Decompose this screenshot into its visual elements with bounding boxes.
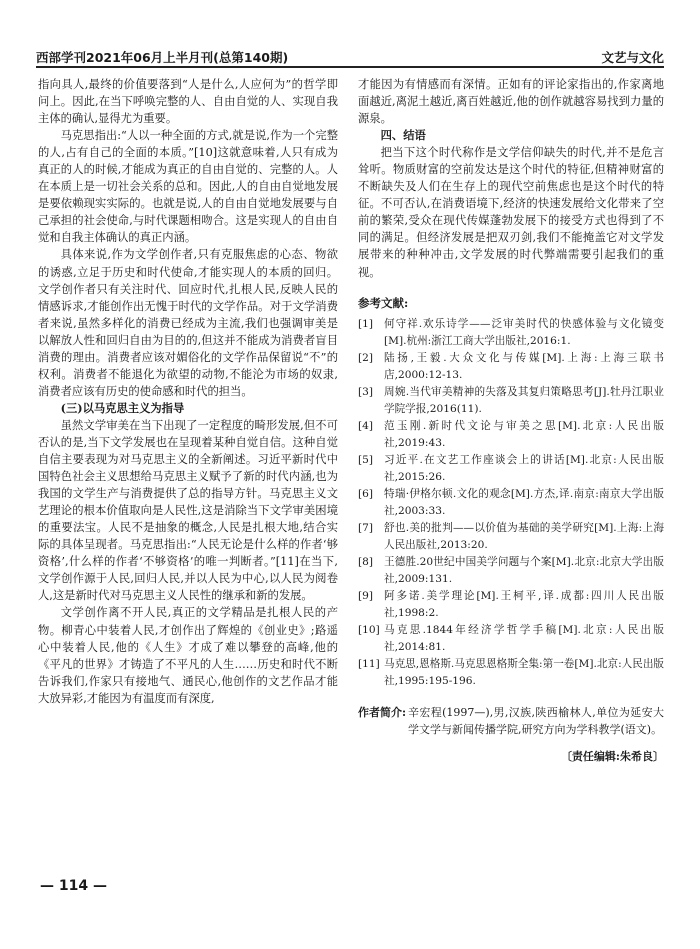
- page-header: [36, 46, 664, 68]
- reference-text: 马克思,恩格斯.马克思恩格斯全集:第一卷[M].北京:人民出版社,1995:195-196.: [384, 657, 665, 687]
- editor-credit: 〔责任编辑:朱希良〕: [560, 749, 664, 763]
- paragraph: 具体来说,作为文学创作者,只有克服焦虑的心态、物欲的诱惑,立足于历史和时代使命,才能实现人的本质的回归。文学创作者只有关注时代、回应时代,扎根人民,反映人民的情感诉求,才能创作出无愧于时代的文学作品。对于文学消费者来说,虽然多样化的消费已经成为主流,我们也强调审美是以解放人性和回归自由为目的的,但这并不能成为消费者盲目消费的理由。消费者应该对媚俗化的文学作品保留说“不”的权利。消费者不能退化为欲望的动物,不能沦为市场的奴隶,消费者应该有历史的使命感和时代的担当。: [38, 248, 338, 398]
- reference-number: [10]: [358, 623, 380, 636]
- reference-text: 马克思.1844年经济学哲学手稿[M].北京:人民出版社,2014:81.: [384, 623, 664, 653]
- left-column: [38, 76, 338, 707]
- section-heading: 四、结语: [380, 128, 426, 143]
- reference-number: [6]: [358, 487, 374, 500]
- reference-text: 习近平.在文艺工作座谈会上的讲话[M].北京:人民出版社,2015:26.: [384, 453, 664, 483]
- reference-text: 舒也.美的批判——以价值为基础的美学研究[M].上海:上海人民出版社,2013:20.: [384, 521, 664, 551]
- reference-item: [358, 486, 664, 520]
- reference-number: [9]: [358, 589, 374, 602]
- right-column: [358, 76, 664, 765]
- page-number: — 114 —: [40, 878, 107, 894]
- author-bio: [358, 704, 664, 738]
- reference-number: [11]: [358, 657, 380, 670]
- reference-number: [7]: [358, 521, 374, 534]
- reference-text: 特瑞·伊格尔顿.文化的观念[M].方杰,译.南京:南京大学出版社,2003:33.: [384, 487, 664, 517]
- paragraph: 马克思指出:“人以一种全面的方式,就是说,作为一个完整的人,占有自己的全面的本质。”[10]这就意味着,人只有成为真正的人的时候,才能成为真正的自由自觉的、完整的人。人在本质上是一切社会关系的总和。因此,人的自由自觉地发展是要依赖现实实际的。也就是说,人的自由自觉地发展要与自己承担的社会使命,与时代课题相吻合。这是实现人的自由自觉和自我主体确认的真正内涵。: [38, 129, 338, 245]
- journal-title: 西部学刊2021年06月上半月刊(总第140期): [36, 50, 289, 65]
- subsection-heading: (三)以马克思主义为指导: [60, 400, 185, 415]
- reference-item: [358, 622, 664, 656]
- reference-item: [358, 520, 664, 554]
- reference-text: 何守祥.欢乐诗学——泛审美时代的快感体验与文化镜变[M].杭州:浙江工商大学出版社,2016:1.: [384, 317, 664, 347]
- reference-number: [8]: [358, 555, 374, 568]
- reference-item: [358, 656, 664, 690]
- header-rule: [36, 66, 664, 68]
- reference-number: [5]: [358, 453, 374, 466]
- paragraph: 把当下这个时代称作是文学信仰缺失的时代,并不是危言耸听。物质财富的空前发达是这个时代的特征,但精神财富的不断缺失及人们在生存上的现代空前焦虑也是这个时代的特征。不可否认,在消费语境下,经济的快速发展给文化带来了空前的繁荣,受众在现代传媒蓬勃发展下的接受方式也得到了不同的满足。但经济发展是把双刃剑,我们不能掩盖它对文学发展带来的种种冲击,文学发展的时代弊端需要引起我们的重视。: [358, 146, 664, 279]
- reference-text: 阿多诺.美学理论[M].王柯平,译.成都:四川人民出版社,1998:2.: [384, 589, 664, 619]
- reference-text: 范玉刚.新时代文论与审美之思[M].北京:人民出版社,2019:43.: [384, 419, 664, 449]
- reference-item: [358, 588, 664, 622]
- author-bio-label: 作者简介:: [358, 705, 407, 719]
- reference-number: [2]: [358, 351, 374, 364]
- reference-item: [358, 316, 664, 350]
- reference-number: [4]: [358, 419, 374, 432]
- reference-text: 周婉.当代审美精神的失落及其复归策略思考[J].牡丹江职业学院学报,2016(11).: [384, 385, 664, 415]
- reference-item: [358, 554, 664, 588]
- references-title: 参考文献:: [358, 295, 409, 310]
- reference-item: [358, 452, 664, 486]
- reference-item: [358, 350, 664, 384]
- paragraph: 才能因为有情感而有深情。正如有的评论家指出的,作家离地面越近,离泥土越近,离百姓越近,他的创作就越容易找到力量的源泉。: [358, 78, 664, 126]
- section-title: 文艺与文化: [601, 50, 664, 65]
- reference-list: [358, 316, 664, 690]
- reference-text: 王德胜.20世纪中国美学问题与个案[M].北京:北京大学出版社,2009:131.: [384, 555, 664, 585]
- paragraph: 指向具人,最终的价值要落到“人是什么,人应何为”的哲学即问上。因此,在当下呼唤完整的人、自由自觉的人、实现自我主体的确认,显得尤为重要。: [38, 78, 338, 126]
- author-bio-text: 辛宏程(1997—),男,汉族,陕西榆林人,单位为延安大学文学与新闻传播学院,研究方向为学科教学(语文)。: [408, 705, 664, 736]
- paragraph: 文学创作离不开人民,真正的文学精品是扎根人民的产物。柳青心中装着人民,才创作出了辉煌的《创业史》;路遥心中装着人民,他的《人生》才成了难以攀登的高峰,他的《平凡的世界》才铸造了不平凡的人生……历史和时代不断告诉我们,作家只有接地气、通民心,他创作的文艺作品才能大放异彩,才能因为有温度而有深度,: [38, 606, 338, 705]
- reference-item: [358, 384, 664, 418]
- reference-number: [3]: [358, 385, 374, 398]
- reference-text: 陆扬,王毅.大众文化与传媒[M].上海:上海三联书店,2000:12-13.: [384, 351, 664, 381]
- reference-number: [1]: [358, 317, 374, 330]
- reference-item: [358, 418, 664, 452]
- paragraph: 虽然文学审美在当下出现了一定程度的畸形发展,但不可否认的是,当下文学发展也在呈现着某种自觉自信。这种自觉自信主要表现为对马克思主义的全新阐述。习近平新时代中国特色社会主义思想给马克思主义赋予了新的时代内涵,也为我国的文学生产与消费提供了总的指导方针。马克思主义文艺理论的根本价值取向是人民性,这是消除当下文学审美困境的重要法宝。人民不是抽象的概念,人民是扎根大地,结合实际的具体呈现者。马克思指出:“人民无论是什么样的作者‘够资格’,什么样的作者‘不够资格’的唯一判断者。”[11]在当下,文学创作源于人民,回归人民,并以人民为中心,以人民为阅卷人,这是新时代对马克思主义人民性的继承和新的发展。: [38, 418, 338, 603]
